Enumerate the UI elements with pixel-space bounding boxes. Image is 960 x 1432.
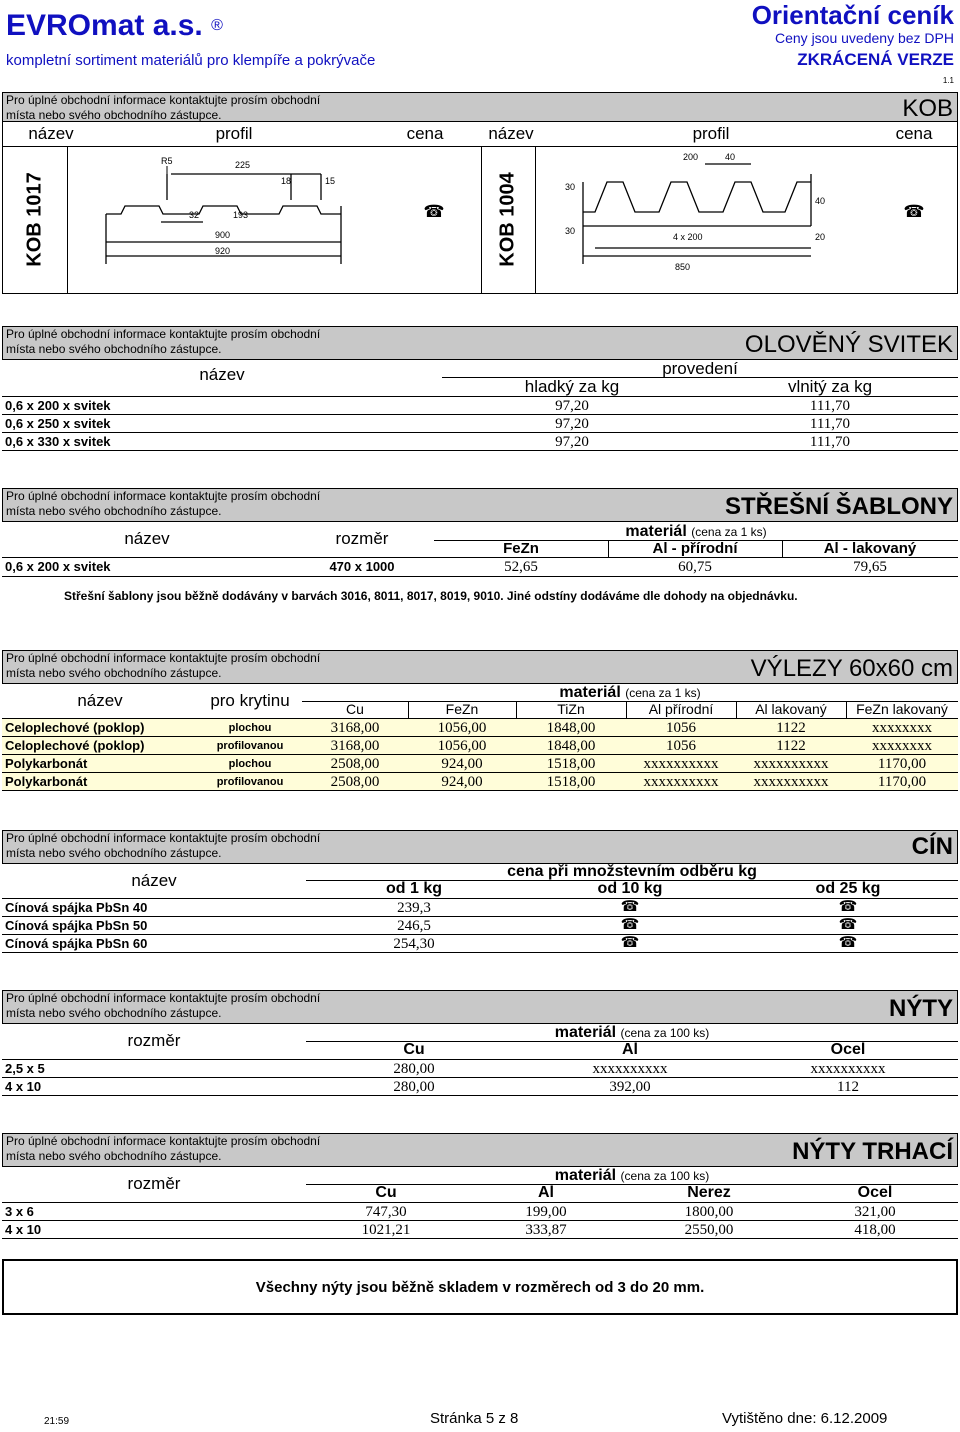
kob-col-profil-2: profil bbox=[692, 124, 730, 143]
kob-1004-dim: 40 bbox=[815, 196, 826, 206]
kob-1017-dim: R5 bbox=[161, 156, 173, 166]
kob-1017-dim: 18 bbox=[281, 176, 292, 186]
nyty-row-value: 280,00 bbox=[393, 1079, 435, 1095]
sablony-col-rozmer: rozměr bbox=[335, 529, 389, 548]
cin-row-name: Cínová spájka PbSn 40 bbox=[5, 900, 148, 915]
kob-1004-dim: 40 bbox=[725, 152, 736, 162]
cin-col-od25: od 25 kg bbox=[815, 880, 881, 897]
nyty-row-value: 112 bbox=[837, 1079, 859, 1095]
version-number: 1.1 bbox=[942, 76, 954, 85]
trhaci-row-value: 333,87 bbox=[525, 1222, 567, 1238]
kob-item-label: KOB 1004 bbox=[496, 172, 519, 267]
trhaci-table bbox=[2, 1166, 958, 1244]
kob-header-bar bbox=[2, 92, 958, 122]
nyty-col-rozmer: rozměr bbox=[127, 1031, 181, 1050]
vylezy-row-name: Celoplechové (poklop) bbox=[5, 738, 145, 753]
contact-note: Pro úplné obchodní informace kontaktujte prosím obchodní místa nebo svého obchodního zástupce. bbox=[6, 489, 321, 518]
trhaci-row-value: 1021,21 bbox=[361, 1222, 411, 1238]
version-label: ZKRÁCENÁ VERZE bbox=[797, 50, 954, 69]
vylezy-row-value: 1170,00 bbox=[877, 774, 927, 790]
vylezy-row-value: 1122 bbox=[776, 720, 806, 736]
vylezy-row-value: 1518,00 bbox=[546, 774, 596, 790]
telephone-icon: ☎ bbox=[423, 202, 445, 221]
trhaci-col-material bbox=[306, 1167, 958, 1185]
kob-1004-dim: 4 x 200 bbox=[673, 232, 703, 242]
vylezy-row-value: 1056 bbox=[666, 720, 696, 736]
kob-1004-dim: 30 bbox=[565, 226, 576, 236]
vylezy-row-value: 924,00 bbox=[441, 756, 483, 772]
cin-title: CÍN bbox=[911, 833, 953, 860]
vylezy-row-value: 1170,00 bbox=[877, 756, 927, 772]
sablony-divider bbox=[608, 540, 609, 557]
nyty-row-name: 2,5 x 5 bbox=[5, 1061, 45, 1076]
nyty-col-ocel: Ocel bbox=[830, 1041, 866, 1058]
sablony-col-allak: Al - lakovaný bbox=[823, 540, 917, 557]
trhaci-row-value: 321,00 bbox=[854, 1204, 896, 1220]
kob-1017-dim: 32 bbox=[189, 210, 200, 220]
vylezy-col-header: FeZn bbox=[445, 701, 479, 717]
cin-col-od1: od 1 kg bbox=[385, 880, 442, 897]
cin-row-od1: 246,5 bbox=[397, 918, 431, 934]
contact-note: Pro úplné obchodní informace kontaktujte prosím obchodní místa nebo svého obchodního zástupce. bbox=[6, 651, 321, 680]
sablony-row-line bbox=[2, 576, 958, 577]
sablony-row-allak: 79,65 bbox=[853, 559, 887, 575]
vylezy-row-value: 1056 bbox=[666, 738, 696, 754]
trhaci-row-name: 3 x 6 bbox=[5, 1204, 34, 1219]
nyty-row-value: xxxxxxxxxx bbox=[592, 1061, 668, 1077]
vylezy-row-value: xxxxxxxxxx bbox=[643, 774, 719, 790]
kob-1004-dim: 20 bbox=[815, 232, 826, 242]
telephone-icon: ☎ bbox=[903, 202, 925, 221]
sablony-header-bar bbox=[2, 488, 958, 522]
kob-1017-dim: 15 bbox=[325, 176, 336, 186]
sablony-material-note: (cena za 1 ks) bbox=[691, 525, 767, 539]
vylezy-row-value: 924,00 bbox=[441, 774, 483, 790]
olovo-col-hladky: hladký za kg bbox=[524, 377, 620, 396]
kob-1017-profile-drawing bbox=[91, 152, 361, 292]
olovo-header-bar bbox=[2, 326, 958, 360]
trhaci-material-label: materiál bbox=[554, 1167, 617, 1184]
cin-col-od10: od 10 kg bbox=[597, 880, 663, 897]
trhaci-col-header: Cu bbox=[375, 1184, 397, 1201]
kob-1017-dim: 900 bbox=[215, 230, 231, 240]
vylezy-row-value: xxxxxxxx bbox=[872, 738, 932, 754]
sablony-col-al: Al - přírodní bbox=[652, 540, 738, 557]
kob-1004-dim: 850 bbox=[675, 262, 691, 272]
vylezy-material-note: (cena za 1 ks) bbox=[625, 686, 701, 700]
telephone-icon: ☎ bbox=[838, 898, 858, 915]
sablony-col-material bbox=[434, 523, 958, 541]
vylezy-col-header: Al přírodní bbox=[648, 701, 714, 717]
vylezy-row-krytina: profilovanou bbox=[216, 776, 284, 788]
vylezy-row-value: xxxxxxxxxx bbox=[643, 756, 719, 772]
vylezy-col-nazev: název bbox=[77, 691, 123, 710]
vylezy-row-value: xxxxxxxxxx bbox=[753, 774, 829, 790]
kob-1017-dim: 920 bbox=[215, 246, 231, 256]
sablony-table bbox=[2, 521, 958, 581]
trhaci-title: NÝTY TRHACÍ bbox=[792, 1138, 953, 1165]
olovo-row-vlnity: 111,70 bbox=[809, 398, 851, 414]
trhaci-col-header: Al bbox=[538, 1184, 554, 1201]
vylezy-row-krytina: plochou bbox=[228, 722, 272, 734]
footer-page: Stránka 5 z 8 bbox=[430, 1410, 519, 1427]
vylezy-row-krytina: profilovanou bbox=[216, 740, 284, 752]
vylezy-row-value: 2508,00 bbox=[330, 756, 380, 772]
contact-note: Pro úplné obchodní informace kontaktujte prosím obchodní místa nebo svého obchodního zástupce. bbox=[6, 831, 321, 860]
cin-row-name: Cínová spájka PbSn 60 bbox=[5, 936, 148, 951]
vylezy-col-krytina: pro krytinu bbox=[210, 691, 290, 710]
vylezy-material-label: materiál bbox=[559, 684, 621, 701]
vylezy-row-value: xxxxxxxxxx bbox=[753, 756, 829, 772]
vylezy-row-value: 1848,00 bbox=[546, 738, 596, 754]
kob-1017-dim: 225 bbox=[235, 160, 251, 170]
nyty-col-material bbox=[306, 1024, 958, 1042]
olovo-row-hladky: 97,20 bbox=[555, 398, 589, 414]
stock-note: Všechny nýty jsou běžně skladem v rozměrech od 3 do 20 mm. bbox=[255, 1279, 705, 1296]
olovo-row-name: 0,6 x 200 x svitek bbox=[5, 398, 111, 413]
company-tagline: kompletní sortiment materiálů pro klempíře a pokrývače bbox=[6, 52, 376, 69]
vylezy-row-value: 1848,00 bbox=[546, 720, 596, 736]
kob-item-name-2 bbox=[481, 146, 535, 294]
vylezy-row-value: xxxxxxxx bbox=[872, 720, 932, 736]
nyty-col-al: Al bbox=[622, 1041, 638, 1058]
nyty-material-note: (cena za 100 ks) bbox=[620, 1026, 710, 1040]
cin-col-cena: cena při množstevním odběru kg bbox=[507, 863, 757, 880]
trhaci-row-name: 4 x 10 bbox=[5, 1222, 42, 1237]
nyty-col-cu: Cu bbox=[403, 1041, 425, 1058]
olovo-row-name: 0,6 x 250 x svitek bbox=[5, 416, 111, 431]
kob-col-profil: profil bbox=[215, 124, 253, 143]
olovo-row-hladky: 97,20 bbox=[555, 434, 589, 450]
vylezy-row-value: 3168,00 bbox=[330, 738, 380, 754]
sablony-note: Střešní šablony jsou běžně dodávány v barvách 3016, 8011, 8017, 8019, 9010. Jiné odstíny dodáváme dle dohody na objednávku. bbox=[64, 589, 798, 603]
vylezy-col-header: Cu bbox=[346, 701, 364, 717]
cin-table bbox=[2, 863, 958, 959]
vylezy-title: VÝLEZY 60x60 cm bbox=[750, 655, 953, 682]
vylezy-row-value: 1122 bbox=[776, 738, 806, 754]
vylezy-col-material bbox=[302, 684, 958, 702]
vylezy-col-header: FeZn lakovaný bbox=[856, 701, 948, 717]
vylezy-col-header: TiZn bbox=[557, 701, 585, 717]
trhaci-col-rozmer: rozměr bbox=[127, 1174, 181, 1193]
kob-header-line bbox=[3, 146, 957, 147]
vylezy-col-header: Al lakovaný bbox=[755, 701, 827, 717]
nyty-row-line bbox=[2, 1095, 958, 1096]
vylezy-col-divider bbox=[408, 701, 409, 718]
olovo-col-vlnity: vlnitý za kg bbox=[787, 377, 873, 396]
cin-header-bar bbox=[2, 830, 958, 864]
sablony-row-rozmer: 470 x 1000 bbox=[329, 559, 395, 574]
telephone-icon: ☎ bbox=[838, 934, 858, 951]
olovo-row-line bbox=[2, 450, 958, 451]
sablony-material-label: materiál bbox=[625, 523, 687, 540]
vylezy-row-name: Polykarbonát bbox=[5, 774, 88, 789]
kob-col-cena: cena bbox=[406, 124, 444, 143]
trhaci-material-note: (cena za 100 ks) bbox=[620, 1169, 710, 1183]
contact-note: Pro úplné obchodní informace kontaktujte prosím obchodní místa nebo svého obchodního zástupce. bbox=[6, 93, 321, 122]
cin-row-name: Cínová spájka PbSn 50 bbox=[5, 918, 148, 933]
vat-note: Ceny jsou uvedeny bez DPH bbox=[775, 30, 954, 46]
footer-printed: Vytištěno dne: 6.12.2009 bbox=[722, 1410, 888, 1427]
nyty-title: NÝTY bbox=[888, 995, 953, 1022]
kob-divider-3 bbox=[535, 146, 536, 294]
trhaci-row-value: 2550,00 bbox=[684, 1222, 734, 1238]
sablony-row-name: 0,6 x 200 x svitek bbox=[5, 559, 111, 574]
vylezy-col-divider bbox=[736, 701, 737, 718]
trhaci-col-header: Nerez bbox=[687, 1184, 731, 1201]
trhaci-row-value: 747,30 bbox=[365, 1204, 407, 1220]
olovo-row-vlnity: 111,70 bbox=[809, 416, 851, 432]
telephone-icon: ☎ bbox=[620, 916, 640, 933]
vylezy-col-divider bbox=[626, 701, 627, 718]
sablony-col-fezn: FeZn bbox=[503, 540, 539, 557]
vylezy-row-name: Polykarbonát bbox=[5, 756, 88, 771]
nyty-header-bar bbox=[2, 990, 958, 1024]
nyty-table bbox=[2, 1023, 958, 1101]
sablony-row-al: 60,75 bbox=[678, 559, 712, 575]
olovo-row-vlnity: 111,70 bbox=[809, 434, 851, 450]
kob-section bbox=[2, 121, 958, 294]
nyty-row-value: 392,00 bbox=[609, 1079, 651, 1095]
trhaci-row-value: 418,00 bbox=[854, 1222, 896, 1238]
kob-1004-dim: 30 bbox=[565, 182, 576, 192]
vylezy-table bbox=[2, 683, 958, 793]
kob-1004-profile-drawing bbox=[565, 152, 845, 292]
vylezy-row-value: 3168,00 bbox=[330, 720, 380, 736]
kob-1017-dim: 193 bbox=[233, 210, 249, 220]
kob-divider-1 bbox=[67, 146, 68, 294]
company-name bbox=[6, 8, 223, 44]
company-name-text: EVROmat a.s. bbox=[6, 9, 203, 42]
olovo-table bbox=[2, 359, 958, 451]
telephone-icon: ☎ bbox=[620, 898, 640, 915]
page-title: Orientační ceník bbox=[751, 0, 954, 30]
vylezy-row-value: 2508,00 bbox=[330, 774, 380, 790]
trhaci-header-bar bbox=[2, 1133, 958, 1167]
vylezy-col-divider bbox=[846, 701, 847, 718]
vylezy-row-name: Celoplechové (poklop) bbox=[5, 720, 145, 735]
olovo-row-name: 0,6 x 330 x svitek bbox=[5, 434, 111, 449]
nyty-material-label: materiál bbox=[554, 1024, 617, 1041]
nyty-row-name: 4 x 10 bbox=[5, 1079, 42, 1094]
contact-note: Pro úplné obchodní informace kontaktujte prosím obchodní místa nebo svého obchodního zástupce. bbox=[6, 1134, 321, 1163]
sablony-col-nazev: název bbox=[124, 529, 170, 548]
vylezy-col-divider bbox=[516, 701, 517, 718]
footer-time: 21:59 bbox=[44, 1416, 70, 1427]
vylezy-header-bar bbox=[2, 650, 958, 684]
trhaci-row-line bbox=[2, 1238, 958, 1239]
trhaci-col-header: Ocel bbox=[857, 1184, 893, 1201]
trhaci-row-value: 1800,00 bbox=[684, 1204, 734, 1220]
nyty-row-value: 280,00 bbox=[393, 1061, 435, 1077]
trhaci-row-value: 199,00 bbox=[525, 1204, 567, 1220]
vylezy-row-value: 1056,00 bbox=[437, 720, 487, 736]
cin-row-od1: 239,3 bbox=[397, 900, 431, 916]
kob-col-nazev-2: název bbox=[488, 124, 534, 143]
cin-row-od1: 254,30 bbox=[393, 936, 435, 952]
contact-note: Pro úplné obchodní informace kontaktujte prosím obchodní místa nebo svého obchodního zástupce. bbox=[6, 991, 321, 1020]
vylezy-row-line bbox=[2, 790, 958, 791]
kob-1004-dim: 200 bbox=[683, 152, 699, 162]
contact-note: Pro úplné obchodní informace kontaktujte prosím obchodní místa nebo svého obchodního zástupce. bbox=[6, 327, 321, 356]
telephone-icon: ☎ bbox=[620, 934, 640, 951]
kob-col-cena-2: cena bbox=[895, 124, 933, 143]
nyty-row-value: xxxxxxxxxx bbox=[810, 1061, 886, 1077]
telephone-icon: ☎ bbox=[838, 916, 858, 933]
olovo-row-hladky: 97,20 bbox=[555, 416, 589, 432]
registered-mark: ® bbox=[211, 17, 223, 34]
kob-item-name-1 bbox=[3, 146, 67, 294]
vylezy-row-value: 1056,00 bbox=[437, 738, 487, 754]
olovo-col-nazev: název bbox=[199, 365, 245, 384]
vylezy-row-value: 1518,00 bbox=[546, 756, 596, 772]
olovo-title: OLOVĚNÝ SVITEK bbox=[744, 331, 953, 358]
vylezy-row-krytina: plochou bbox=[228, 758, 272, 770]
kob-item-label: KOB 1017 bbox=[23, 172, 46, 267]
kob-title: KOB bbox=[902, 95, 953, 122]
cin-row-line bbox=[2, 952, 958, 953]
sablony-title: STŘEŠNÍ ŠABLONY bbox=[724, 493, 953, 520]
kob-col-nazev: název bbox=[28, 124, 74, 143]
stock-note-box bbox=[2, 1259, 958, 1315]
sablony-row-fezn: 52,65 bbox=[504, 559, 538, 575]
sablony-divider bbox=[782, 540, 783, 557]
olovo-col-provedeni: provedení bbox=[662, 359, 738, 378]
cin-col-nazev: název bbox=[131, 871, 177, 890]
